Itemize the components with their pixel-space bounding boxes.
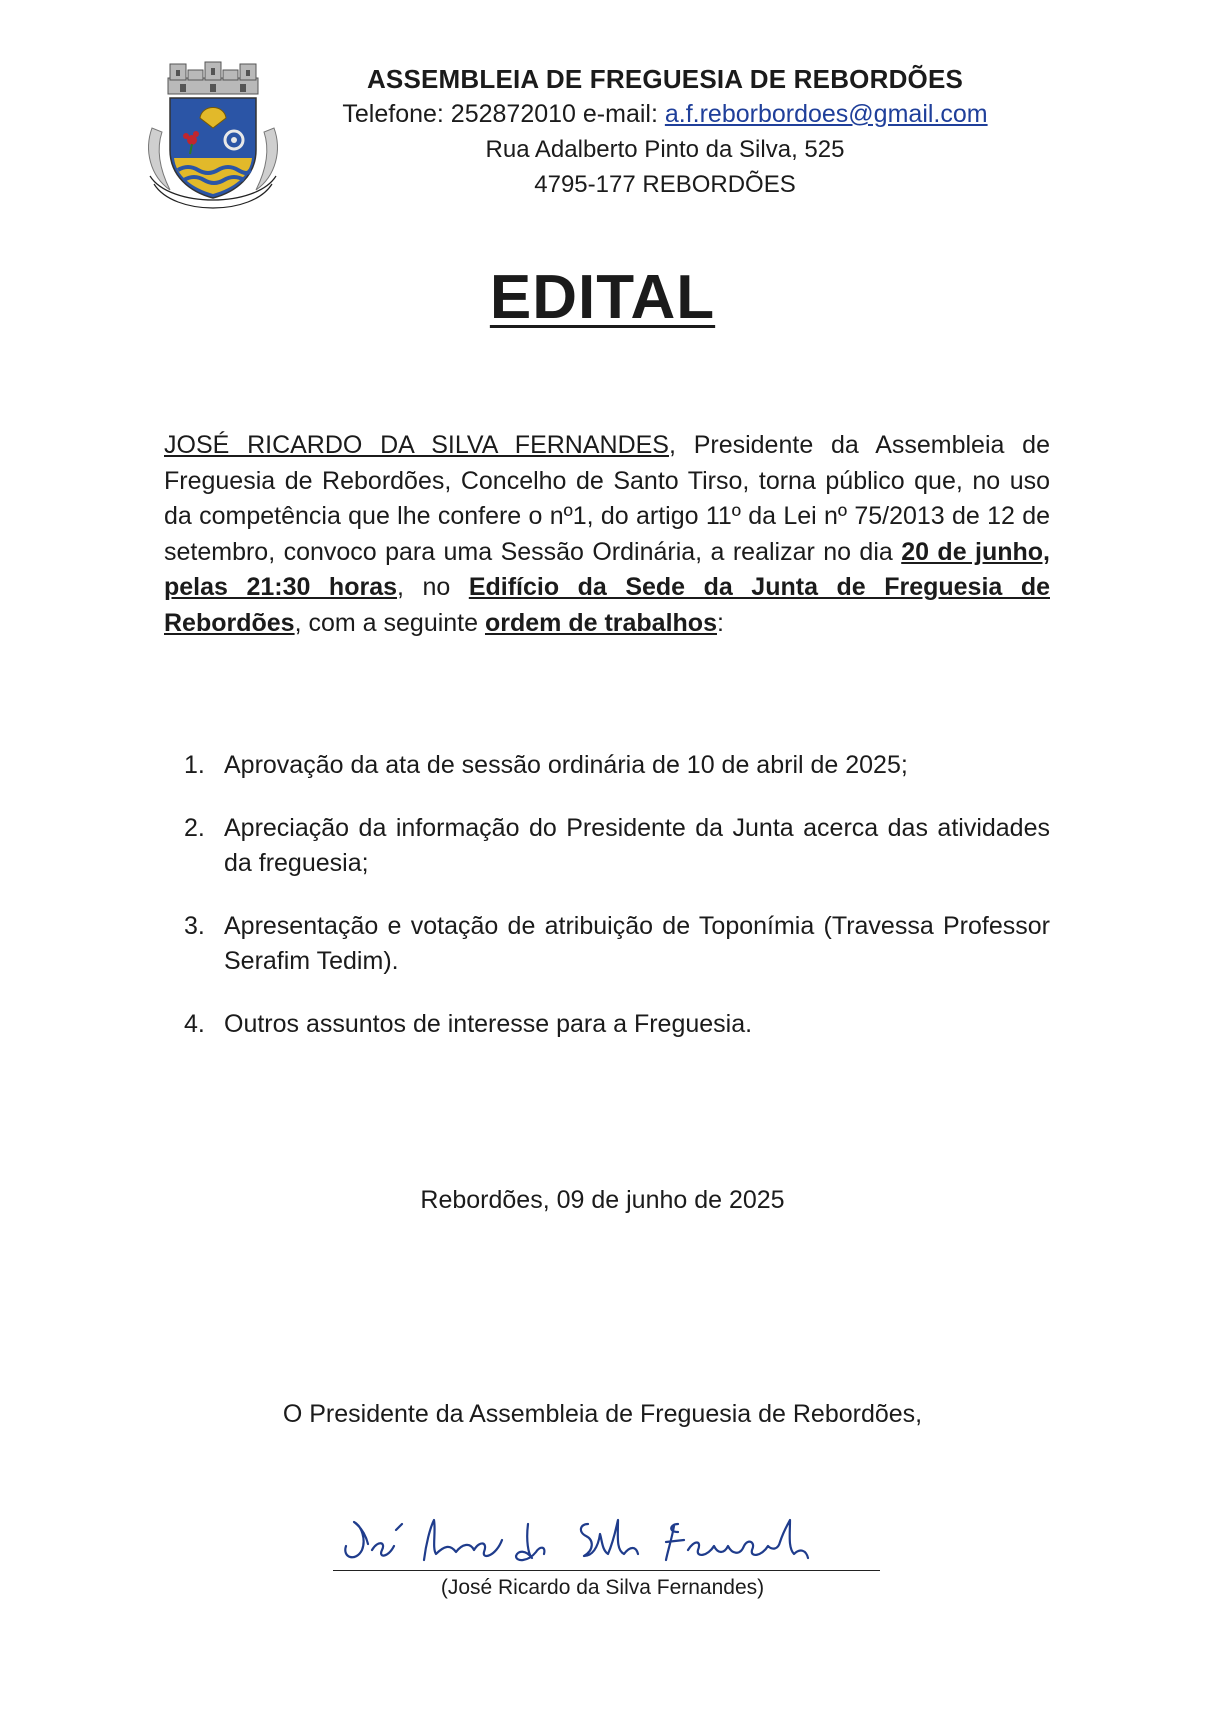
agenda-item-text: Apreciação da informação do Presidente da Junta acerca das atividades da freguesia; [224,813,1050,877]
paragraph-part-1: , Presidente da Assembleia de Freguesia de Rebordões, Concelho de Santo Tirso, torna público que, no uso da competência que lhe confere o nº1, do artigo 11º da Lei nº 75/2013 de 12 de setembro, convoco para uma Sessão Ordinária, a realizar no dia [164,431,1050,566]
signatory-name: (José Ricardo da Silva Fernandes) [440,1576,765,1599]
handwritten-signature [332,1510,882,1570]
paragraph-part-4: : [716,608,724,637]
coat-of-arms-icon [140,58,286,218]
address-line-2: 4795-177 REBORDÕES [534,171,796,198]
agenda-item [164,909,1050,980]
paragraph-part-3: , com a seguinte [294,608,485,637]
signature-line [333,1570,880,1571]
agenda-item [164,1007,1050,1043]
agenda-item-number: 1. [184,751,205,779]
session-venue: Edifício da Sede da Junta de Freguesia de Rebordões [164,573,1050,637]
address-line-1: Rua Adalberto Pinto da Silva, 525 [485,136,845,163]
notice-paragraph [164,428,1050,641]
phone: Telefone: 252872010 [342,100,576,128]
agenda-item-text: Apresentação e votação de atribuição de Toponímia (Travessa Professor Serafim Tedim). [224,911,1050,975]
email-link[interactable]: a.f.reborbordoes@gmail.com [664,100,988,128]
agenda-item [164,748,1050,784]
agenda-item-number: 4. [184,1009,205,1038]
agenda-label: ordem de trabalhos [484,608,717,637]
document-title [0,262,1205,333]
contact-line [300,96,1030,132]
agenda-item [164,811,1050,882]
president-name: JOSÉ RICARDO DA SILVA FERNANDES [164,431,669,459]
document-title-text: EDITAL [489,263,716,332]
paragraph-part-2: , no [397,573,469,601]
closing-line: O Presidente da Assembleia de Freguesia de Rebordões, [282,1400,923,1428]
email-label: e-mail: [582,100,658,128]
agenda-item-text: Aprovação da ata de sessão ordinária de 10 de abril de 2025; [224,751,908,779]
agenda-list [164,748,1050,1069]
letterhead [300,62,1030,202]
agenda-item-text: Outros assuntos de interesse para a Freguesia. [224,1009,753,1038]
organization-title: ASSEMBLEIA DE FREGUESIA DE REBORDÕES [366,64,964,94]
agenda-item-number: 2. [184,813,205,842]
session-date-time: 20 de junho, pelas 21:30 horas [164,537,1050,601]
agenda-item-number: 3. [184,911,205,940]
place-and-date: Rebordões, 09 de junho de 2025 [420,1186,785,1214]
